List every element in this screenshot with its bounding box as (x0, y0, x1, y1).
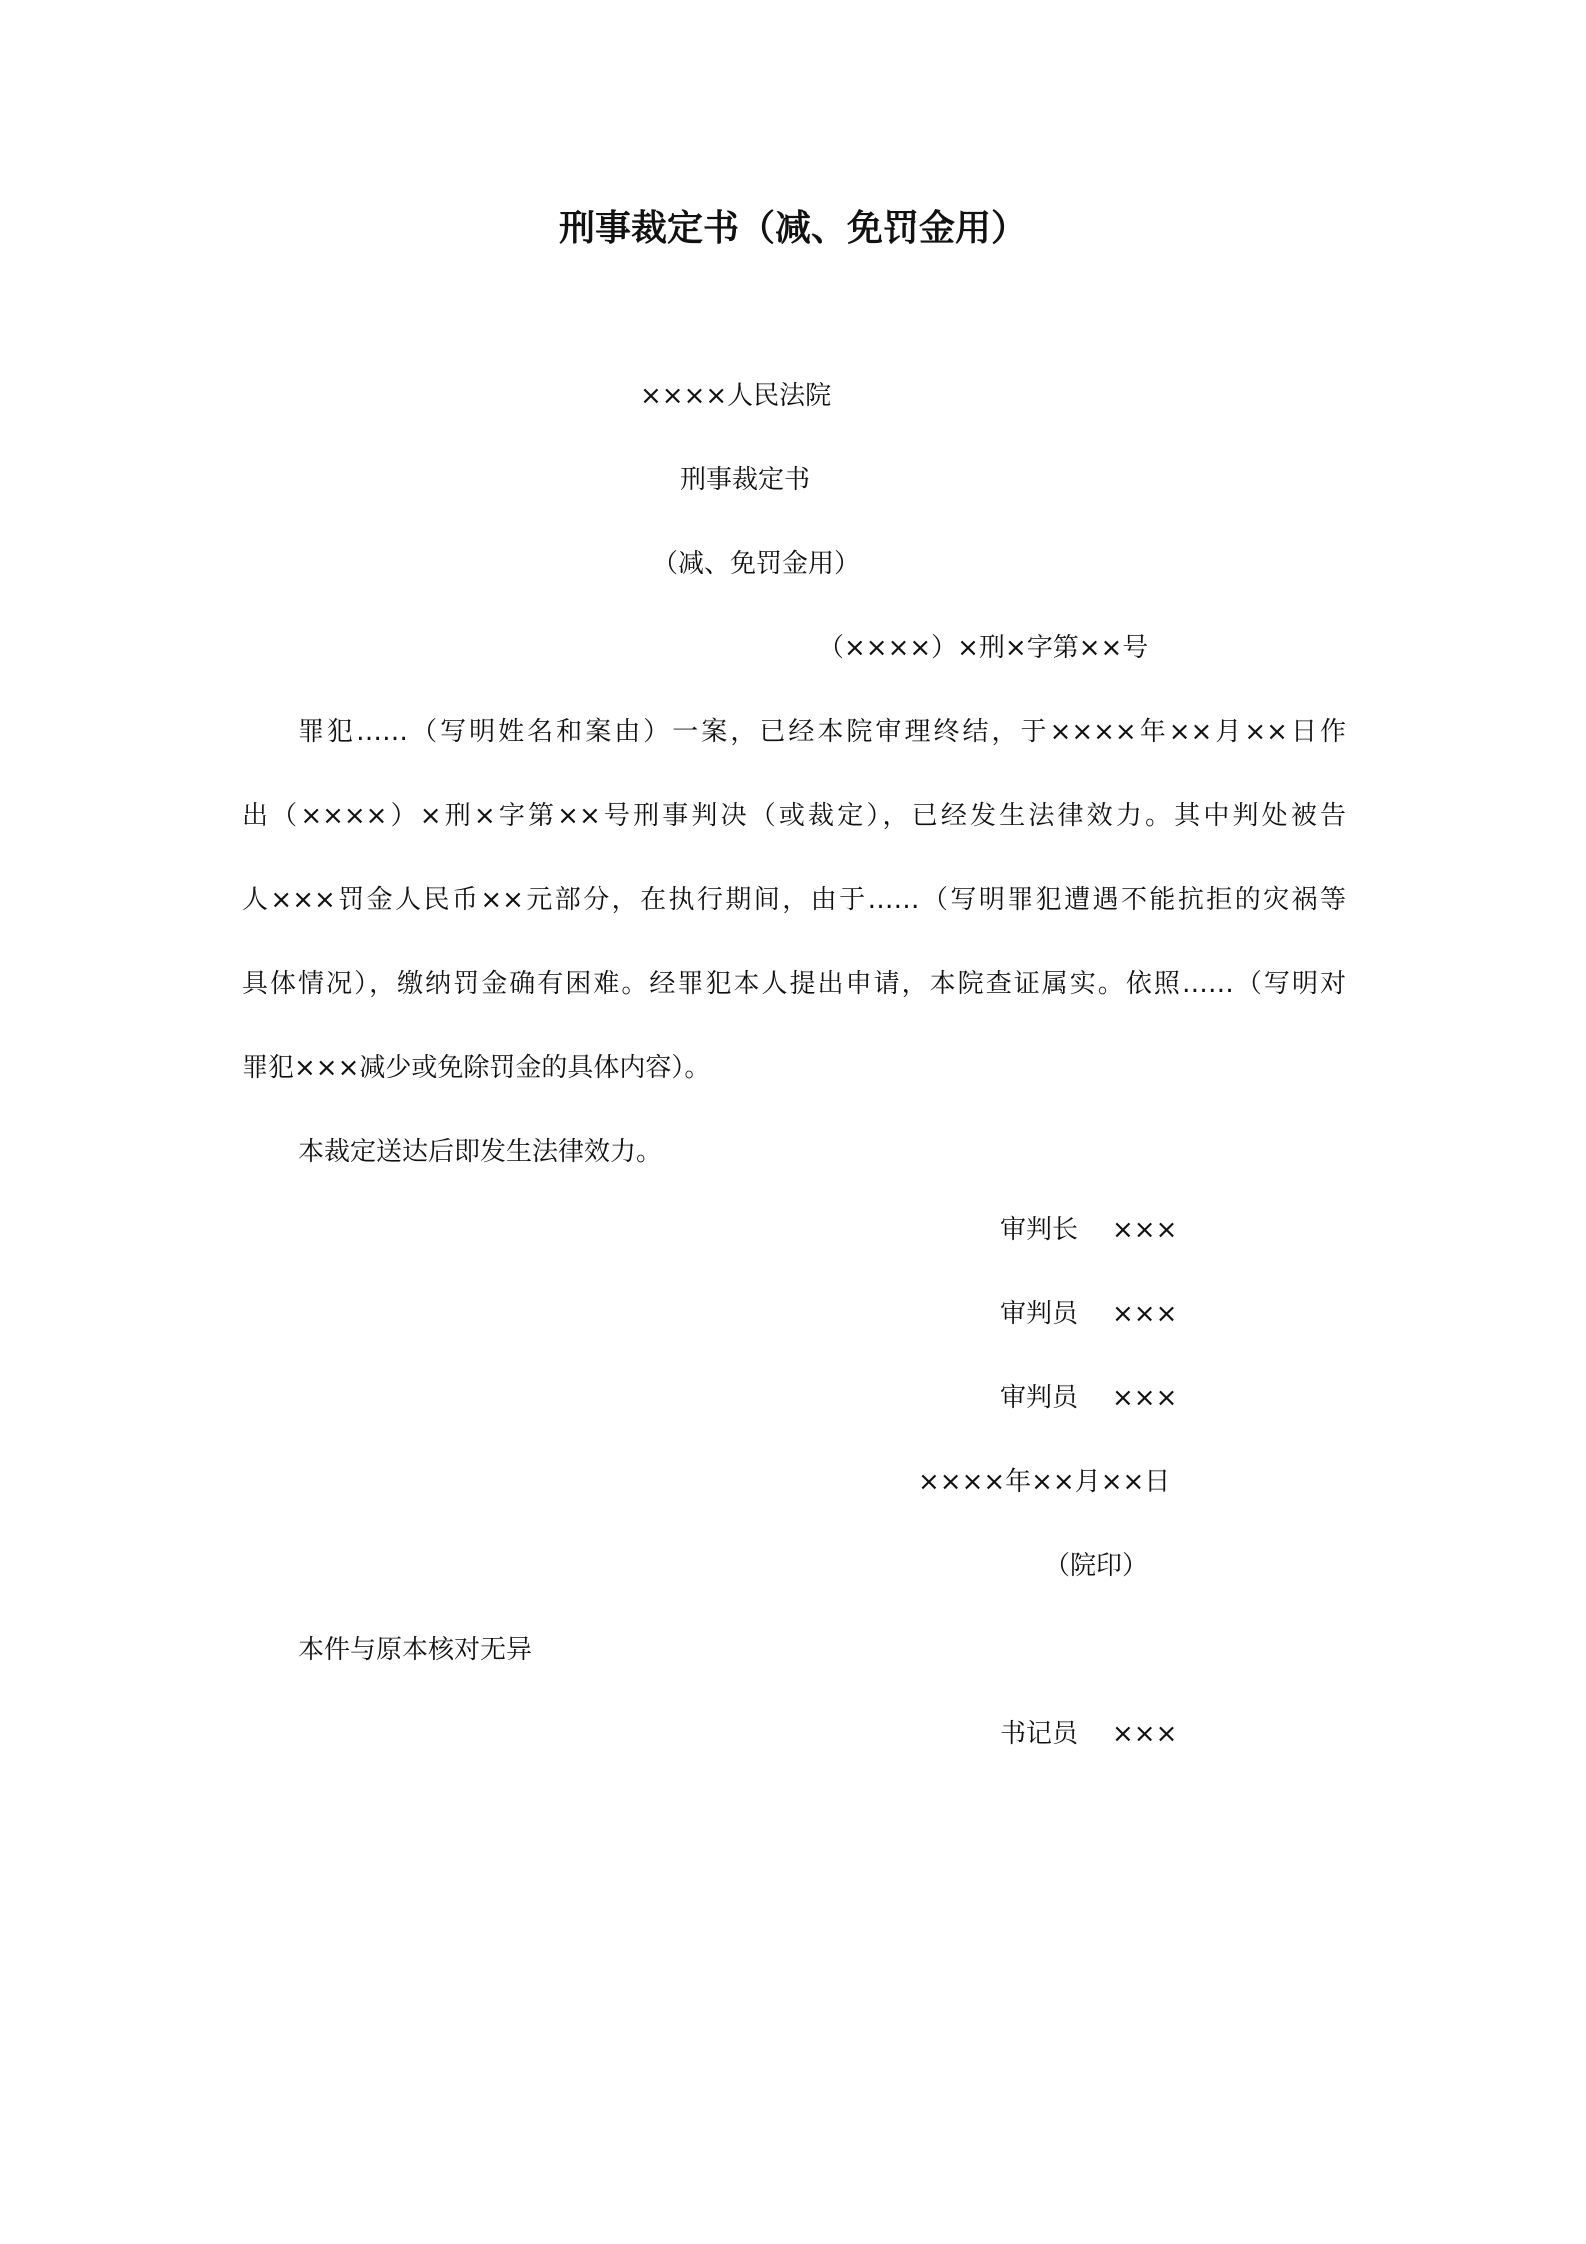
case-number: （××××）×刑×字第××号 (818, 633, 1149, 663)
signature-role: 审判员 (1000, 1383, 1079, 1413)
court-seal: （院印） (1044, 1551, 1149, 1581)
signature-name: ××× (1112, 1215, 1178, 1245)
signature-clerk (1000, 1716, 1177, 1752)
body-line: 具体情况），缴纳罚金确有困难。经罪犯本人提出申请，本院查证属实。依照……（写明对 (242, 969, 1346, 999)
body-line: 罪犯×××减少或免除罚金的具体内容）。 (242, 1053, 711, 1083)
document-date: ××××年××月××日 (918, 1467, 1171, 1497)
signature-name: ××× (1112, 1719, 1178, 1749)
signature-name: ××× (1112, 1383, 1178, 1413)
body-line: 出（××××）×刑×字第××号刑事判决（或裁定），已经发生法律效力。其中判处被告 (242, 801, 1346, 831)
court-name: ××××人民法院 (640, 381, 832, 411)
effect-statement: 本裁定送达后即发生法律效力。 (298, 1137, 663, 1167)
signature-role: 审判长 (1000, 1215, 1079, 1245)
signature-role: 书记员 (1000, 1719, 1079, 1749)
signature-judge (1000, 1380, 1177, 1416)
signature-role: 审判员 (1000, 1299, 1079, 1329)
document-kind: 刑事裁定书 (680, 465, 811, 495)
document-title: 刑事裁定书（减、免罚金用） (558, 208, 1027, 249)
copy-verification-note: 本件与原本核对无异 (298, 1635, 533, 1665)
signature-name: ××× (1112, 1299, 1178, 1329)
signature-judge (1000, 1296, 1177, 1332)
signature-chief-judge (1000, 1212, 1177, 1248)
body-line: 人×××罚金人民币××元部分，在执行期间，由于……（写明罪犯遭遇不能抗拒的灾祸等 (242, 885, 1346, 915)
body-line: 罪犯……（写明姓名和案由）一案，已经本院审理终结，于××××年××月××日作 (298, 717, 1346, 747)
document-subtitle: （减、免罚金用） (652, 549, 861, 579)
